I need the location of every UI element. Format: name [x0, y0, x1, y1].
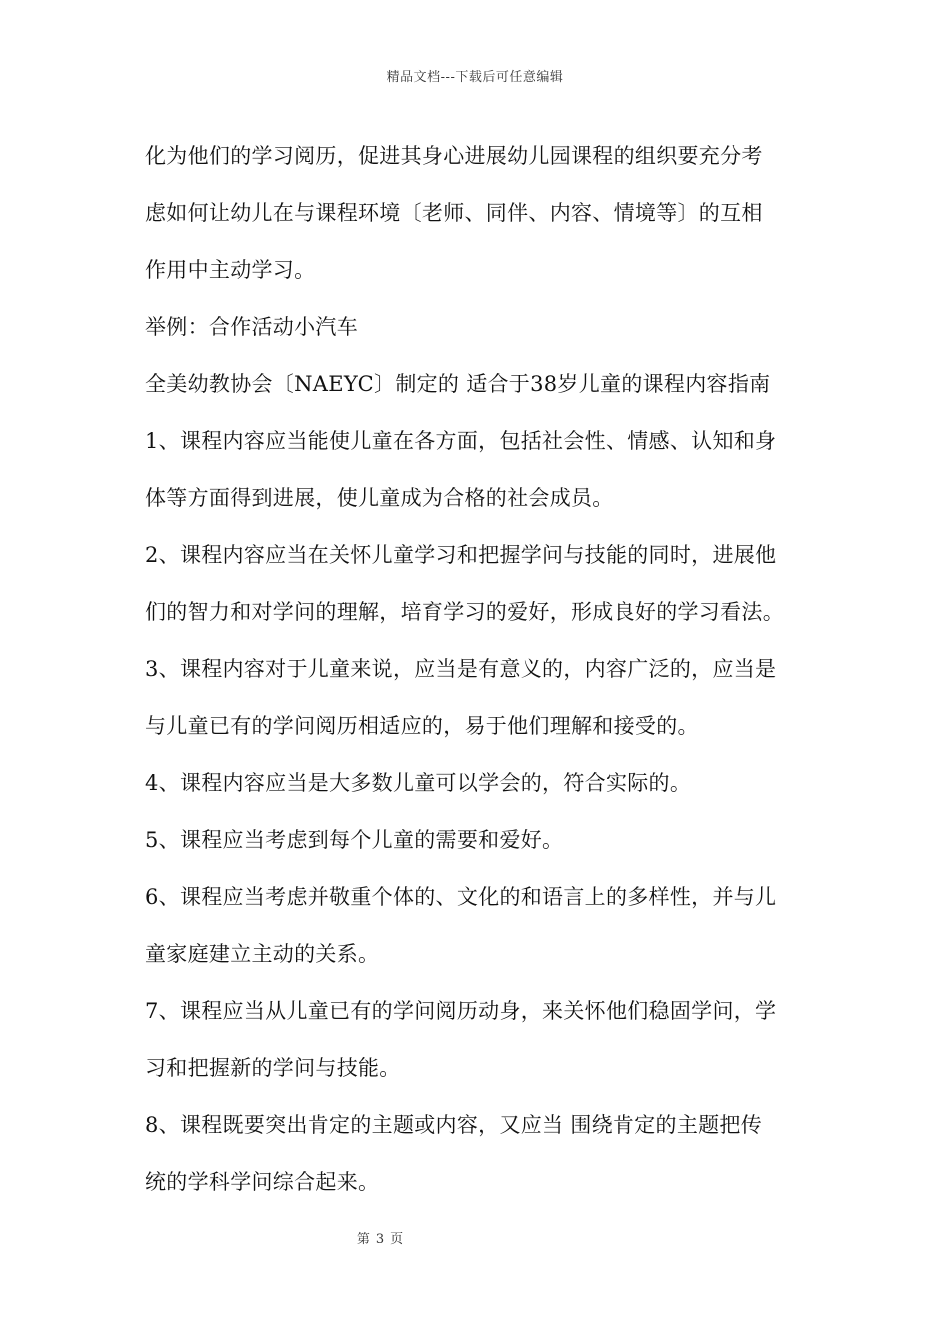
list-item: 4、课程内容应当是大多数儿童可以学会的，符合实际的。 — [145, 771, 692, 795]
list-item-continuation: 统的学科学问综合起来。 — [145, 1170, 380, 1194]
list-item-continuation: 习和把握新的学问与技能。 — [145, 1056, 401, 1080]
page-number: 3 — [375, 1232, 385, 1247]
page-footer — [0, 1228, 760, 1247]
text-line: 举例：合作活动小汽车 — [145, 315, 358, 339]
list-item: 8、课程既要突出肯定的主题或内容，又应当 围绕肯定的主题把传 — [145, 1113, 763, 1137]
list-item: 7、课程应当从儿童已有的学问阅历动身，来关怀他们稳固学问，学 — [145, 999, 777, 1023]
list-item-continuation: 体等方面得到进展，使儿童成为合格的社会成员。 — [145, 486, 614, 510]
list-item: 1、课程内容应当能使儿童在各方面，包括社会性、情感、认知和身 — [145, 429, 777, 453]
list-item-continuation: 们的智力和对学问的理解，培育学习的爱好，形成良好的学习看法。 — [145, 600, 784, 624]
text-line: 虑如何让幼儿在与课程环境〔老师、同伴、内容、情境等〕的互相 — [145, 201, 763, 225]
text-line: 作用中主动学习。 — [145, 258, 316, 282]
document-body — [145, 128, 807, 1211]
page-number-prefix: 第 — [356, 1232, 370, 1247]
list-item: 5、课程应当考虑到每个儿童的需要和爱好。 — [145, 828, 564, 852]
list-item: 3、课程内容对于儿童来说，应当是有意义的，内容广泛的，应当是 — [145, 657, 777, 681]
list-item: 2、课程内容应当在关怀儿童学习和把握学问与技能的同时，进展他 — [145, 543, 777, 567]
page-number-suffix: 页 — [390, 1232, 404, 1247]
page-header: 精品文档---下载后可任意编辑 — [386, 70, 564, 85]
list-item-continuation: 童家庭建立主动的关系。 — [145, 942, 380, 966]
text-line: 全美幼教协会〔NAEYC〕制定的 适合于38岁儿童的课程内容指南 — [145, 372, 771, 396]
list-item: 6、课程应当考虑并敬重个体的、文化的和语言上的多样性，并与儿 — [145, 885, 777, 909]
list-item-continuation: 与儿童已有的学问阅历相适应的，易于他们理解和接受的。 — [145, 714, 699, 738]
text-line: 化为他们的学习阅历，促进其身心进展幼儿园课程的组织要充分考 — [145, 144, 763, 168]
